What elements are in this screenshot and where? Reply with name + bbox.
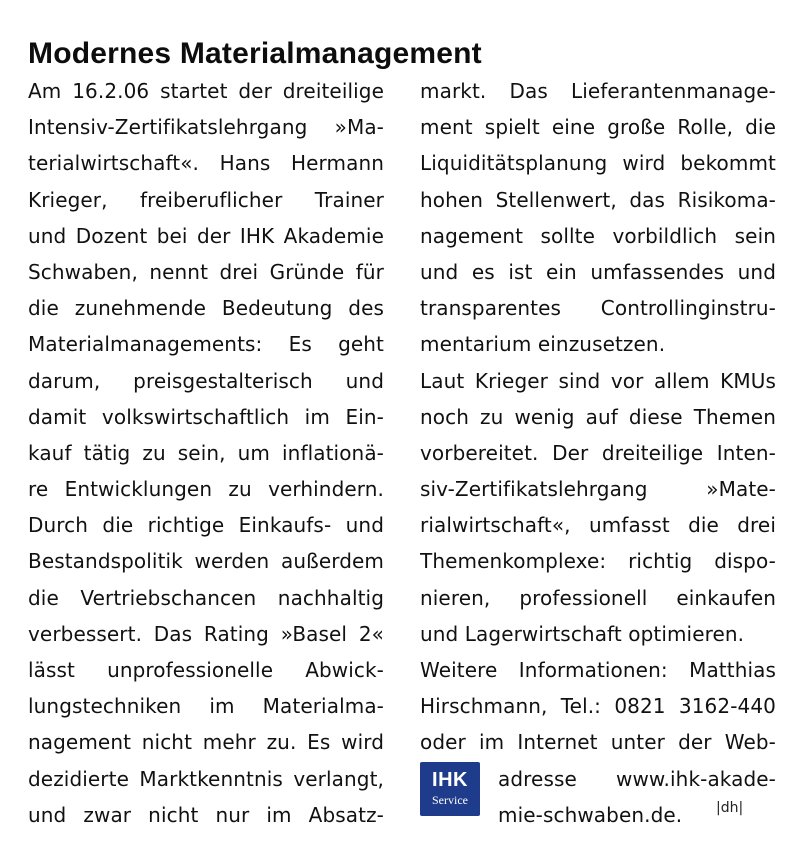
author-tag: |dh| [716, 800, 744, 816]
text-line: Liquiditätsplanung wird bekommt [420, 151, 776, 176]
text-line: Durch die richtige Einkaufs- und [28, 513, 384, 538]
text-line: oder im Internet unter der Web- [420, 730, 776, 755]
text-line: lässt unprofessionelle Abwick- [28, 658, 384, 682]
text-line: ment spielt eine große Rolle, die [420, 115, 776, 140]
text-line: Am 16.2.06 startet der dreiteilige [28, 79, 384, 103]
text-line: darum, preisgestalterisch und [28, 368, 384, 393]
text-line: nagement sollte vorbildlich sein [420, 223, 776, 248]
text-line: Themenkomplexe: richtig dispo- [420, 549, 776, 574]
text-line: Weitere Informationen: Matthias [420, 658, 776, 682]
text-line: noch zu wenig auf diese Themen [420, 404, 776, 429]
text-line: markt. Das Lieferantenmanage- [420, 79, 776, 103]
right-column [420, 73, 776, 833]
text-line: rialwirtschaft«, umfasst die drei [420, 513, 776, 538]
text-line: verbessert. Das Rating »Basel 2« [28, 621, 384, 646]
text-line: und zwar nicht nur im Absatz- [28, 802, 384, 827]
logo-text-service: Service [432, 793, 468, 807]
text-line: die Vertriebschancen nachhaltig [28, 585, 384, 610]
logo-text-ihk: IHK [432, 769, 468, 791]
text-line: vorbereitet. Der dreiteilige Inten- [420, 440, 776, 465]
text-line: mie-schwaben.de. [498, 802, 683, 827]
text-line: Krieger, freiberuflicher Trainer [28, 187, 384, 212]
text-line: Laut Krieger sind vor allem KMUs [420, 368, 776, 393]
text-line: und es ist ein umfassendes und [420, 259, 776, 284]
text-line: dezidierte Marktkenntnis verlangt, [28, 766, 384, 791]
text-line: adresse www.ihk-akade- [498, 766, 776, 791]
text-line: hohen Stellenwert, das Risikoma- [420, 187, 776, 212]
text-line: nieren, professionell einkaufen [420, 585, 776, 610]
text-line: Bestandspolitik werden außerdem [28, 549, 384, 574]
text-line: nagement nicht mehr zu. Es wird [28, 730, 384, 755]
text-line: re Entwicklungen zu verhindern. [28, 477, 384, 502]
text-line: Materialmanagements: Es geht [28, 332, 384, 357]
text-line: Hirschmann, Tel.: 0821 3162-440 [420, 694, 776, 719]
text-line: terialwirtschaft«. Hans Hermann [28, 151, 384, 176]
text-line: lungstechniken im Materialma- [28, 694, 384, 719]
text-line: kauf tätig zu sein, um inflationä- [28, 440, 384, 465]
text-line: Intensiv-Zertifikatslehrgang »Ma- [28, 115, 384, 140]
text-line: und Dozent bei der IHK Akademie [28, 223, 384, 248]
ihk-service-logo [420, 762, 480, 816]
text-line: die zunehmende Bedeutung des [28, 296, 384, 321]
text-line: siv-Zertifikatslehrgang »Mate- [420, 477, 776, 502]
text-line: mentarium einzusetzen. [420, 332, 666, 357]
article-title: Modernes Materialmanagement [28, 37, 482, 71]
text-line: damit volkswirtschaftlich im Ein- [28, 404, 384, 429]
left-column [28, 73, 384, 833]
text-line: transparentes Controllinginstru- [420, 296, 776, 321]
text-line: Schwaben, nennt drei Gründe für [28, 259, 384, 284]
text-line: und Lagerwirtschaft optimieren. [420, 621, 745, 646]
